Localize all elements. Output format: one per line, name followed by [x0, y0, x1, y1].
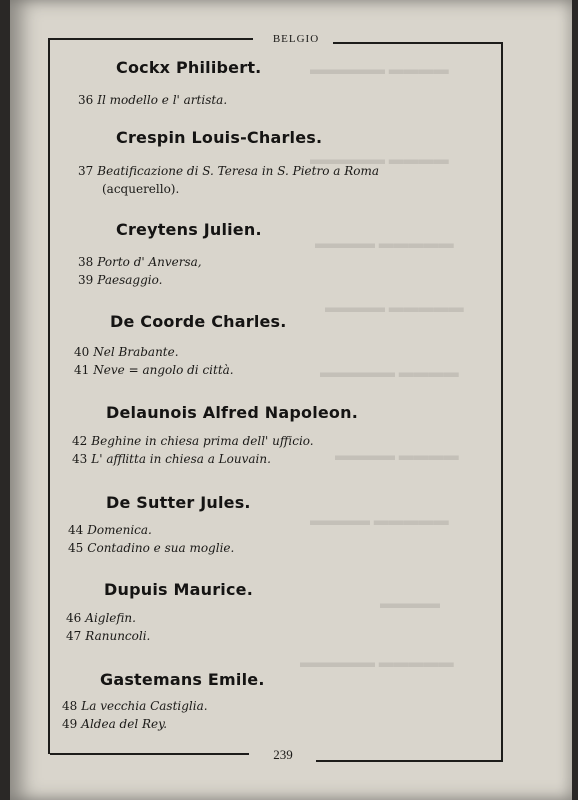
artist-entry [116, 58, 261, 77]
work-item [74, 361, 234, 379]
catalogue-number: 44 [68, 523, 84, 537]
artist-name: Cockx Philibert. [116, 58, 262, 77]
artist-name: Gastemans Emile. [100, 670, 265, 689]
running-head: BELGIO [272, 33, 320, 45]
bleed-through-shadow: ▬▬▬▬ ▬▬▬▬ [335, 448, 459, 464]
bleed-through-shadow: ▬▬▬▬▬ ▬▬▬▬ [310, 513, 449, 529]
frame-rule-left [48, 38, 50, 754]
work-item [72, 450, 314, 468]
work-item [74, 343, 234, 361]
artist-entry [110, 312, 287, 331]
artist-entry [104, 580, 253, 599]
catalogue-page [10, 0, 572, 800]
catalogue-number: 41 [74, 363, 90, 377]
artist-entry [116, 220, 262, 239]
work-item [66, 609, 150, 627]
artist-name: Creytens Julien. [116, 220, 262, 239]
catalogue-number: 36 [78, 93, 94, 107]
work-title: Beghine in chiesa prima dell' ufficio. [91, 434, 314, 448]
work-title: Domenica. [87, 523, 152, 537]
page-number: 239 [273, 747, 293, 762]
work-title: Aldea del Rey. [81, 717, 168, 731]
work-title: Ranuncoli. [85, 629, 151, 643]
work-title: La vecchia Castiglia. [81, 699, 208, 713]
works-list [74, 343, 234, 379]
work-title: Porto d' Anversa, [97, 255, 202, 269]
bleed-through-shadow: ▬▬▬▬ [380, 596, 440, 612]
catalogue-number: 38 [78, 255, 94, 269]
bleed-through-shadow: ▬▬▬▬▬ ▬▬▬▬▬ [300, 655, 454, 671]
work-item [66, 627, 150, 645]
catalogue-number: 37 [78, 164, 94, 178]
work-item [62, 697, 208, 715]
frame-rule-top-left [50, 38, 253, 40]
artist-entry [100, 670, 265, 689]
artist-entry [116, 128, 322, 147]
bleed-through-shadow: ▬▬▬▬ ▬▬▬▬▬ [310, 62, 449, 78]
work-title: Nel Brabante. [93, 345, 179, 359]
artist-name: De Coorde Charles. [110, 312, 287, 331]
frame-rule-bottom-right [316, 760, 503, 762]
frame-rule-top-right [333, 42, 503, 44]
catalogue-number: 43 [72, 452, 88, 466]
catalogue-number: 39 [78, 273, 94, 287]
work-title: Aiglefin. [85, 611, 136, 625]
work-medium-note: (acquerello). [102, 182, 180, 196]
work-item [78, 91, 227, 109]
bleed-through-shadow: ▬▬▬▬▬ ▬▬▬▬ [325, 300, 464, 316]
catalogue-number: 42 [72, 434, 88, 448]
catalogue-number: 49 [62, 717, 78, 731]
works-list [78, 253, 202, 289]
work-title: Neve = angolo di città. [93, 363, 234, 377]
work-item [68, 539, 234, 557]
works-list [78, 162, 379, 198]
artist-entry [106, 493, 251, 512]
frame-rule-bottom-left [50, 753, 249, 755]
works-list [68, 521, 234, 557]
catalogue-number: 45 [68, 541, 84, 555]
work-item [78, 271, 202, 289]
work-item [62, 715, 208, 733]
artist-name: Dupuis Maurice. [104, 580, 253, 599]
artist-name: De Sutter Jules. [106, 493, 251, 512]
works-list [78, 91, 227, 109]
bleed-through-shadow: ▬▬▬▬▬ ▬▬▬▬ [315, 236, 454, 252]
catalogue-number: 46 [66, 611, 82, 625]
works-list [72, 432, 314, 468]
artist-name: Delaunois Alfred Napoleon. [106, 403, 358, 422]
work-item [68, 521, 234, 539]
work-item [78, 253, 202, 271]
works-list [62, 697, 208, 733]
bleed-through-shadow: ▬▬▬▬ ▬▬▬▬▬ [320, 365, 459, 381]
work-item [78, 162, 379, 198]
catalogue-number: 47 [66, 629, 82, 643]
artist-entry [106, 403, 358, 422]
works-list [66, 609, 150, 645]
catalogue-number: 48 [62, 699, 78, 713]
work-title: Contadino e sua moglie. [87, 541, 235, 555]
frame-rule-right [501, 42, 503, 762]
bleed-through-shadow: ▬▬▬▬ ▬▬▬▬▬ [310, 152, 449, 168]
work-title: L' afflitta in chiesa a Louvain. [91, 452, 271, 466]
work-title: Beatificazione di S. Teresa in S. Pietro a Roma [97, 164, 379, 178]
catalogue-number: 40 [74, 345, 90, 359]
artist-name: Crespin Louis-Charles. [116, 128, 323, 147]
work-title: Paesaggio. [97, 273, 163, 287]
work-title: Il modello e l' artista. [97, 93, 228, 107]
work-item [72, 432, 314, 450]
